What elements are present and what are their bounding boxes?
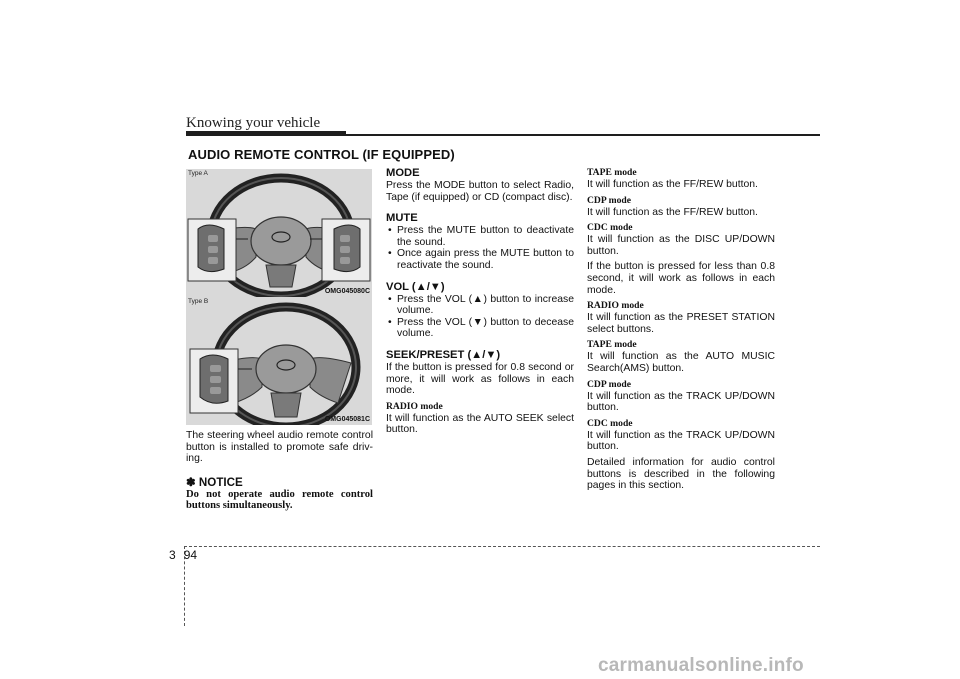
right-column <box>587 167 775 492</box>
figure-steering-wheel-type-b <box>186 297 372 425</box>
figure-code: OMG045081C <box>324 416 370 423</box>
radio-mode-text: It will function as the AUTO SEEK select button. <box>386 412 574 436</box>
tape-mode-text: It will function as the FF/REW button. <box>587 179 758 190</box>
cdc-mode-label: CDC mode <box>587 222 633 234</box>
figure-code: OMG045080C <box>324 288 370 295</box>
footer-rule <box>184 546 820 547</box>
page-header-title: Knowing your vehicle <box>186 115 321 131</box>
list-item: • Once again press the MUTE button to reactivate the sound. <box>386 248 574 271</box>
left-column <box>186 430 373 512</box>
figure-steering-wheel-type-a <box>186 169 372 297</box>
cdp-mode-text: It will function as the TRACK UP/DOWN button. <box>587 390 775 414</box>
short-press-paragraph: If the button is pressed for less than 0.8 second, it will work as follows in each mode. <box>587 261 775 296</box>
tape-mode-label: TAPE mode <box>587 167 637 178</box>
page-number <box>169 548 197 562</box>
steering-wheel-type-a-illustration <box>186 169 372 297</box>
mode-paragraph: Press the MODE button to select Radio, Tape (if equipped) or CD (compact disc). <box>386 180 574 203</box>
seek-preset-heading: SEEK/PRESET (▲/▼) <box>386 348 501 361</box>
tape-mode-text: It will function as the AUTO MUSIC Search(AMS) button. <box>587 351 775 374</box>
cdp-mode-text: It will function as the FF/REW button. <box>587 206 758 218</box>
mode-heading: MODE <box>386 167 420 179</box>
intro-paragraph: The steering wheel audio remote control button is installed to promote safe driv-ing. <box>186 430 373 465</box>
cdc-mode-text: It will function as the DISC UP/DOWN button. <box>587 234 775 257</box>
page-number-value: 94 <box>183 548 198 562</box>
section-title: AUDIO REMOTE CONTROL (IF EQUIPPED) <box>188 147 455 162</box>
radio-mode-text: It will function as the PRESET STATION select buttons. <box>587 312 775 335</box>
section-number: 3 <box>169 548 176 562</box>
middle-column <box>386 167 574 436</box>
steering-wheel-type-b-illustration <box>186 297 372 425</box>
vol-list <box>386 294 574 340</box>
notice-title: ✽ NOTICE <box>186 475 243 489</box>
list-item: • Press the VOL (▼) button to decease volume. <box>386 317 574 340</box>
list-item: • Press the VOL (▲) button to increase volume. <box>386 294 574 317</box>
detail-paragraph: Detailed information for audio control buttons is described in the following pages in this section. <box>587 456 775 492</box>
cdp-mode-label: CDP mode <box>587 194 631 206</box>
seek-paragraph: If the button is pressed for 0.8 second or more, it will work as follows in each mode. <box>386 361 574 397</box>
radio-mode-label: RADIO mode <box>587 300 644 312</box>
radio-mode-label: RADIO mode <box>386 400 443 412</box>
cdc-mode-label: CDC mode <box>587 417 633 429</box>
header-rule-thin <box>346 134 820 136</box>
cdc-mode-text: It will function as the TRACK UP/DOWN button. <box>587 429 775 453</box>
figure-type-label: Type A <box>188 170 208 177</box>
mute-list <box>386 225 574 271</box>
vol-heading: VOL (▲/▼) <box>386 280 445 293</box>
header-rule-thick <box>186 131 346 136</box>
cdp-mode-label: CDP mode <box>587 378 631 390</box>
notice-text: Do not operate audio remote control buttons simultaneously. <box>186 488 373 512</box>
tape-mode-label: TAPE mode <box>587 339 637 351</box>
mute-heading: MUTE <box>386 212 418 225</box>
watermark: carmanualsonline.info <box>598 655 804 676</box>
figure-type-label: Type B <box>188 298 209 305</box>
list-item: • Press the MUTE button to deactivate the sound. <box>386 225 574 248</box>
